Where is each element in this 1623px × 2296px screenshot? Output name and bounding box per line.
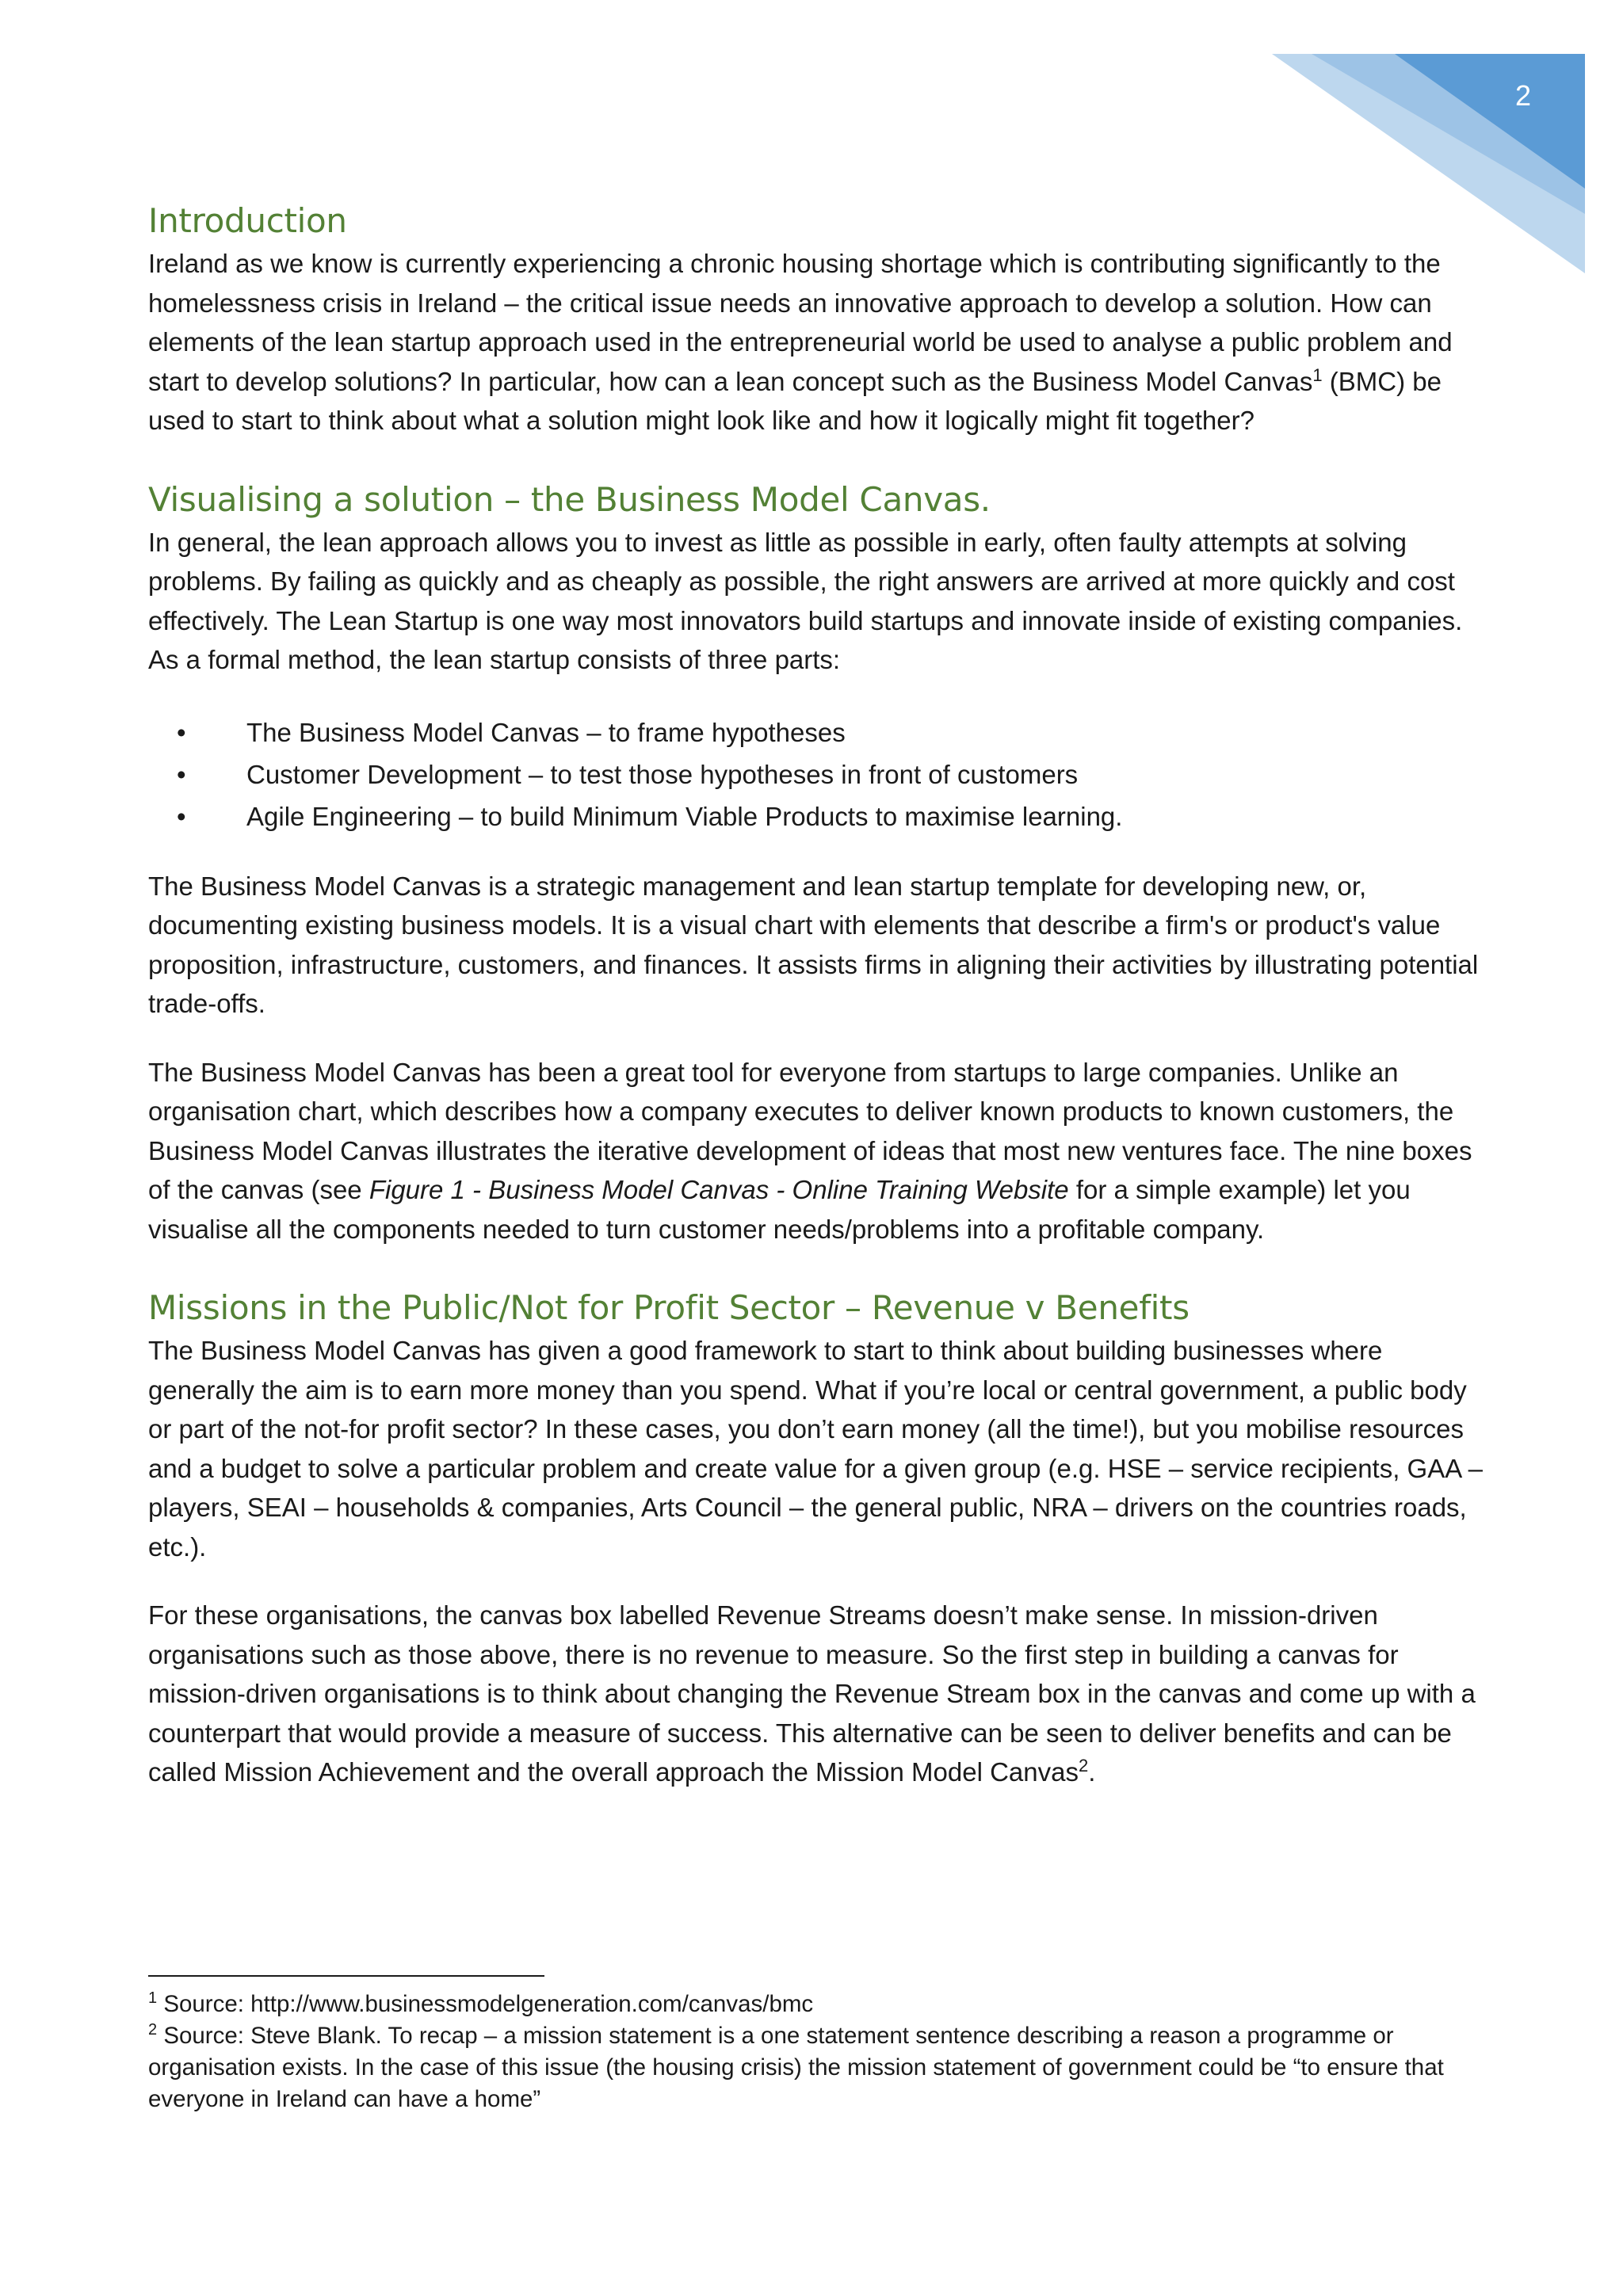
bullet: • xyxy=(177,717,186,747)
para3-text: The Business Model Canvas has been a great tool for everyone from startups to large companies. Unlike an organisation chart, which describes how a company executes to deliver known products to known customers, the Business Model Canvas illustrates the iterative development of ideas that most new ventures face. The nine boxes of the canvas (see xyxy=(148,1057,1472,1204)
intro-text-cont: (BMC) be used to start to think about what a solution might look like and how it logically might fit together? xyxy=(148,366,1442,435)
visualising-paragraph-3 xyxy=(148,1053,1495,1249)
footnote-ref-2[interactable]: 2 xyxy=(1078,1756,1089,1775)
list-item xyxy=(177,795,1495,837)
footnote-2 xyxy=(148,2020,1495,2115)
footnotes xyxy=(148,1989,1495,2115)
list-item-text: The Business Model Canvas – to frame hypotheses xyxy=(246,717,846,747)
list-item xyxy=(177,753,1495,795)
footnote-1 xyxy=(148,1989,1495,2020)
footnote-mark: 1 xyxy=(148,1989,158,2008)
list-item xyxy=(177,711,1495,753)
lean-parts-list xyxy=(148,711,1495,837)
para3-text-cont: for a simple example) let you visualise all the components needed to turn customer needs/problems into a profitable company. xyxy=(148,1175,1411,1244)
list-item-text: Agile Engineering – to build Minimum Viable Products to maximise learning. xyxy=(246,801,1123,831)
footnote-text: Source: Steve Blank. To recap – a mission statement is a one statement sentence describing a reason a programme or organisation exists. In the case of this issue (the housing crisis) the mission statement of government could be “to ensure that everyone in Ireland can have a home” xyxy=(148,2023,1444,2112)
heading-missions: Missions in the Public/Not for Profit Sector – Revenue v Benefits xyxy=(148,1288,1190,1327)
heading-visualising: Visualising a solution – the Business Model Canvas. xyxy=(148,479,991,519)
missions-paragraph-2 xyxy=(148,1596,1495,1792)
visualising-paragraph-1: In general, the lean approach allows you to invest as little as possible in early, often faulty attempts at solving problems. By failing as quickly and as cheaply as possible, the right answers are arrived at more quickly and cost effectively. The Lean Startup is one way most innovators build startups and innovate inside of existing companies. As a formal method, the lean startup consists of three parts: xyxy=(148,527,1463,674)
footnote-text: Source: http://www.businessmodelgeneration.com/canvas/bmc xyxy=(157,1991,814,2017)
bullet: • xyxy=(177,759,186,789)
intro-paragraph xyxy=(148,244,1495,441)
page-number: 2 xyxy=(1514,79,1532,112)
missions-paragraph-1: The Business Model Canvas has given a good framework to start to think about building businesses where generally the aim is to earn more money than you spend. What if you’re local or central government, a public body or part of the not-for profit sector? In these cases, you don’t earn money (all the time!), but you mobilise resources and a budget to solve a particular problem and create value for a given group (e.g. HSE – service recipients, GAA – players, SEAI – households & companies, Arts Council – the general public, NRA – drivers on the countries roads, etc.). xyxy=(148,1336,1483,1562)
missions-text-cont: . xyxy=(1088,1757,1096,1787)
missions-text: For these organisations, the canvas box labelled Revenue Streams doesn’t make sense. In mission-driven organisations such as those above, there is no revenue to measure. So the first step in building a canvas for mission-driven organisations is to think about changing the Revenue Stream box in the canvas and come up with a counterpart that would provide a measure of success. This alternative can be seen to deliver benefits and can be called Mission Achievement and the overall approach the Mission Model Canvas xyxy=(148,1600,1476,1787)
bullet: • xyxy=(177,801,186,831)
figure-reference-link[interactable]: Figure 1 - Business Model Canvas - Online Training Website xyxy=(369,1175,1069,1204)
list-item-text: Customer Development – to test those hypotheses in front of customers xyxy=(246,759,1079,789)
heading-introduction: Introduction xyxy=(148,201,347,240)
footnote-mark: 2 xyxy=(148,2021,158,2039)
visualising-paragraph-2: The Business Model Canvas is a strategic management and lean startup template for developing new, or, documenting existing business models. It is a visual chart with elements that describe a firm's or product's value proposition, infrastructure, customers, and finances. It assists firms in aligning their activities by illustrating potential trade-offs. xyxy=(148,871,1479,1018)
footnote-ref-1[interactable]: 1 xyxy=(1312,364,1323,385)
document-body xyxy=(148,198,1495,1792)
footnote-separator xyxy=(148,1975,544,1977)
intro-text: Ireland as we know is currently experiencing a chronic housing shortage which is contributing significantly to the homelessness crisis in Ireland – the critical issue needs an innovative approach to develop a solution. How can elements of the lean startup approach used in the entrepreneurial world be used to analyse a public problem and start to develop solutions? In particular, how can a lean concept such as the Business Model Canvas xyxy=(148,249,1453,396)
